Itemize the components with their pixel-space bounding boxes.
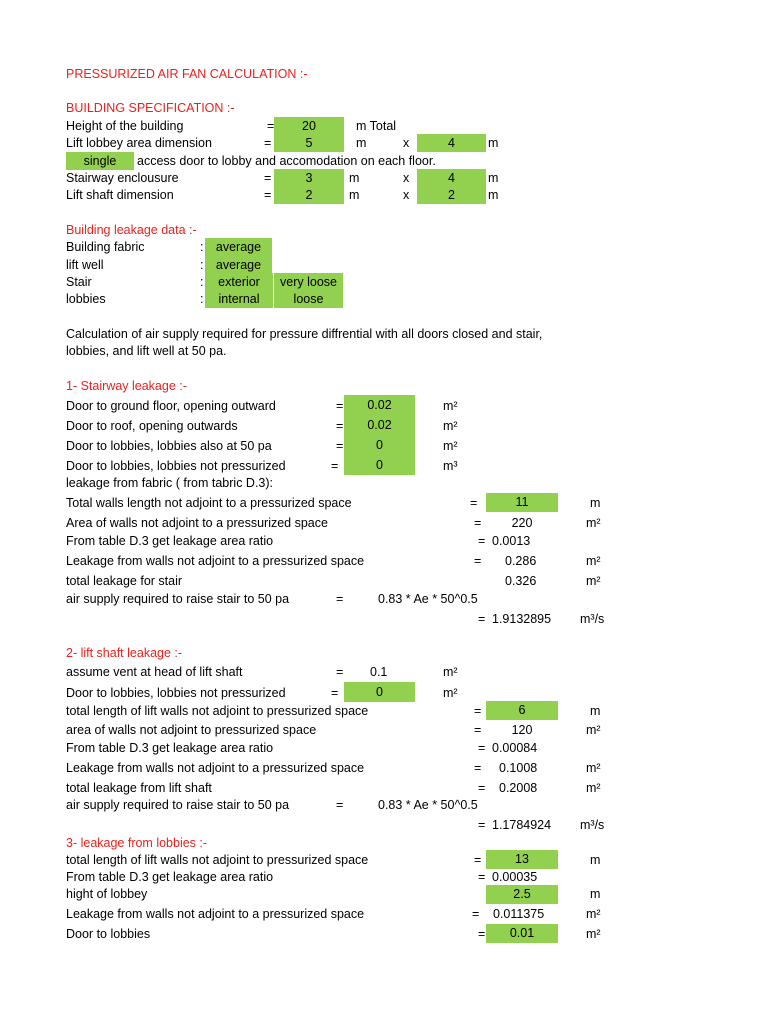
leakage-row-label: lobbies bbox=[66, 292, 106, 306]
height-label: Height of the building bbox=[66, 119, 184, 133]
unit: m² bbox=[586, 907, 601, 921]
lobby-dim-a-cell[interactable]: 5 bbox=[274, 134, 344, 152]
equals-sign: = bbox=[478, 818, 486, 832]
s2-door-label: Door to lobbies, lobbies not pressurized bbox=[66, 686, 286, 700]
height-unit: m Total bbox=[356, 119, 397, 133]
s2-wall-length-cell[interactable]: 6 bbox=[486, 701, 558, 720]
building-spec-heading: BUILDING SPECIFICATION :- bbox=[66, 101, 235, 115]
s1-ratio-value: 0.0013 bbox=[492, 534, 531, 548]
equals-sign: = bbox=[478, 781, 486, 795]
leakage-row-label: Stair bbox=[66, 275, 92, 289]
leakage-row-value[interactable]: average bbox=[205, 238, 272, 256]
equals-sign: = bbox=[474, 704, 482, 718]
lobby-label: Lift lobbey area dimension bbox=[66, 136, 212, 150]
unit: m² bbox=[586, 761, 601, 775]
lift-shaft-heading: 2- lift shaft leakage :- bbox=[66, 646, 183, 660]
s1-door-lobbies-label: Door to lobbies, lobbies also at 50 pa bbox=[66, 439, 272, 453]
unit-m: m bbox=[488, 136, 499, 150]
s1-fabric-label: leakage from fabric ( from tabric D.3): bbox=[66, 476, 274, 490]
unit-m: m bbox=[349, 171, 360, 185]
equals-sign: = bbox=[478, 741, 486, 755]
s1-wall-length-cell[interactable]: 11 bbox=[486, 493, 558, 512]
s3-door-label: Door to lobbies bbox=[66, 927, 151, 941]
unit-m: m bbox=[356, 136, 367, 150]
times-sign: x bbox=[403, 171, 410, 185]
s2-door-cell[interactable]: 0 bbox=[344, 682, 415, 702]
equals-sign: = bbox=[478, 870, 486, 884]
equals-sign: = bbox=[336, 419, 344, 433]
s1-door-lobbies-cell[interactable]: 0 bbox=[344, 435, 415, 455]
lobbies-heading: 3- leakage from lobbies :- bbox=[66, 836, 208, 850]
equals-sign: = bbox=[470, 496, 478, 510]
s3-lobby-height-label: hight of lobbey bbox=[66, 887, 148, 901]
s1-air-label: air supply required to raise stair to 50 pa bbox=[66, 592, 290, 606]
stairway-heading: 1- Stairway leakage :- bbox=[66, 379, 187, 393]
s3-ratio-value: 0.00035 bbox=[492, 870, 538, 884]
s2-wall-area-label: area of walls not adjoint to pressurized space bbox=[66, 723, 317, 737]
equals-sign: = bbox=[336, 665, 344, 679]
s3-lobby-height-cell[interactable]: 2.5 bbox=[486, 885, 558, 904]
stair-dim-b-cell[interactable]: 4 bbox=[417, 169, 486, 187]
shaft-label: Lift shaft dimension bbox=[66, 188, 174, 202]
s1-total-label: total leakage for stair bbox=[66, 574, 183, 588]
leakage-row-value[interactable]: exterior bbox=[205, 273, 273, 291]
s2-formula: 0.83 * Ae * 50^0.5 bbox=[378, 798, 478, 812]
equals-sign: = bbox=[474, 761, 482, 775]
s1-door-lobbies-np-cell[interactable]: 0 bbox=[344, 455, 415, 475]
unit: m² bbox=[443, 686, 458, 700]
leakage-row-value[interactable]: internal bbox=[205, 290, 273, 308]
intro-line-1: Calculation of air supply required for pressure diffrential with all doors closed and stair, bbox=[66, 327, 543, 341]
unit: m² bbox=[586, 781, 601, 795]
door-type-cell[interactable]: single bbox=[66, 152, 134, 170]
leakage-row-label: Building fabric bbox=[66, 240, 145, 254]
colon: : bbox=[200, 292, 204, 306]
s2-leakage-walls-label: Leakage from walls not adjoint to a pressurized space bbox=[66, 761, 365, 775]
s1-door-ground-cell[interactable]: 0.02 bbox=[344, 395, 415, 415]
times-sign: x bbox=[403, 136, 410, 150]
s2-wall-length-label: total length of lift walls not adjoint to pressurized space bbox=[66, 704, 369, 718]
height-value-cell[interactable]: 20 bbox=[274, 117, 344, 135]
equals-sign: = bbox=[478, 927, 486, 941]
s2-total-value: 0.2008 bbox=[499, 781, 538, 795]
s1-formula: 0.83 * Ae * 50^0.5 bbox=[378, 592, 478, 606]
equals-sign: = bbox=[264, 136, 272, 150]
equals-sign: = bbox=[336, 439, 344, 453]
unit: m³/s bbox=[580, 612, 605, 626]
s3-wall-length-cell[interactable]: 13 bbox=[486, 850, 558, 869]
unit: m³ bbox=[443, 459, 458, 473]
leakage-row-label: lift well bbox=[66, 258, 104, 272]
unit-m: m bbox=[488, 188, 499, 202]
s2-result-value: 1.1784924 bbox=[492, 818, 552, 832]
intro-line-2: lobbies, and lift well at 50 pa. bbox=[66, 344, 227, 358]
stair-label: Stairway enclousure bbox=[66, 171, 179, 185]
s1-leakage-walls-value: 0.286 bbox=[505, 554, 537, 568]
unit: m² bbox=[443, 399, 458, 413]
s1-door-roof-label: Door to roof, opening outwards bbox=[66, 419, 238, 433]
equals-sign: = bbox=[478, 612, 486, 626]
equals-sign: = bbox=[474, 723, 482, 737]
unit: m bbox=[590, 496, 601, 510]
s1-wall-area-value: 220 bbox=[511, 516, 533, 530]
s2-ratio-label: From table D.3 get leakage area ratio bbox=[66, 741, 274, 755]
stair-dim-a-cell[interactable]: 3 bbox=[274, 169, 344, 187]
equals-sign: = bbox=[336, 399, 344, 413]
s1-door-lobbies-np-label: Door to lobbies, lobbies not pressurized bbox=[66, 459, 286, 473]
s2-vent-label: assume vent at head of lift shaft bbox=[66, 665, 243, 679]
equals-sign: = bbox=[331, 459, 339, 473]
s3-wall-length-label: total length of lift walls not adjoint to pressurized space bbox=[66, 853, 369, 867]
s3-door-cell[interactable]: 0.01 bbox=[486, 924, 558, 943]
equals-sign: = bbox=[331, 686, 339, 700]
s1-ratio-label: From table D.3 get leakage area ratio bbox=[66, 534, 274, 548]
equals-sign: = bbox=[478, 534, 486, 548]
unit: m bbox=[590, 887, 601, 901]
s1-wall-area-label: Area of walls not adjoint to a pressurized space bbox=[66, 516, 328, 530]
equals-sign: = bbox=[474, 516, 482, 530]
equals-sign: = bbox=[472, 907, 480, 921]
unit: m² bbox=[443, 419, 458, 433]
s2-air-label: air supply required to raise stair to 50 pa bbox=[66, 798, 290, 812]
equals-sign: = bbox=[336, 798, 344, 812]
door-description: access door to lobby and accomodation on each floor. bbox=[137, 154, 436, 168]
unit: m² bbox=[586, 723, 601, 737]
page-title: PRESSURIZED AIR FAN CALCULATION :- bbox=[66, 67, 308, 81]
leakage-row-value[interactable]: average bbox=[205, 256, 272, 274]
times-sign: x bbox=[403, 188, 410, 202]
shaft-dim-b-cell[interactable]: 2 bbox=[417, 186, 486, 204]
leakage-row-value-2[interactable]: very loose bbox=[274, 273, 343, 291]
colon: : bbox=[200, 240, 204, 254]
s1-door-ground-label: Door to ground floor, opening outward bbox=[66, 399, 276, 413]
unit: m² bbox=[586, 927, 601, 941]
unit: m² bbox=[586, 554, 601, 568]
lobby-dim-b-cell[interactable]: 4 bbox=[417, 134, 486, 152]
s1-total-value: 0.326 bbox=[505, 574, 537, 588]
s2-vent-value: 0.1 bbox=[370, 665, 388, 679]
equals-sign: = bbox=[264, 171, 272, 185]
colon: : bbox=[200, 275, 204, 289]
unit: m² bbox=[443, 665, 458, 679]
s1-wall-length-label: Total walls length not adjoint to a pressurized space bbox=[66, 496, 352, 510]
unit-m: m bbox=[488, 171, 499, 185]
unit: m bbox=[590, 853, 601, 867]
s2-wall-area-value: 120 bbox=[511, 723, 533, 737]
s3-leakage-walls-value: 0.011375 bbox=[493, 907, 545, 921]
s2-leakage-walls-value: 0.1008 bbox=[499, 761, 538, 775]
s1-door-roof-cell[interactable]: 0.02 bbox=[344, 415, 415, 435]
equals-sign: = bbox=[336, 592, 344, 606]
shaft-dim-a-cell[interactable]: 2 bbox=[274, 186, 344, 204]
unit-m: m bbox=[349, 188, 360, 202]
s3-ratio-label: From table D.3 get leakage area ratio bbox=[66, 870, 274, 884]
s2-ratio-value: 0.00084 bbox=[492, 741, 538, 755]
s2-total-label: total leakage from lift shaft bbox=[66, 781, 212, 795]
unit: m² bbox=[443, 439, 458, 453]
unit: m bbox=[590, 704, 601, 718]
equals-sign: = bbox=[474, 554, 482, 568]
unit: m² bbox=[586, 574, 601, 588]
equals-sign: = bbox=[267, 119, 275, 133]
colon: : bbox=[200, 258, 204, 272]
s1-result-value: 1.9132895 bbox=[492, 612, 552, 626]
s1-leakage-walls-label: Leakage from walls not adjoint to a pressurized space bbox=[66, 554, 365, 568]
unit: m² bbox=[586, 516, 601, 530]
leakage-data-heading: Building leakage data :- bbox=[66, 223, 197, 237]
leakage-row-value-2[interactable]: loose bbox=[274, 290, 343, 308]
equals-sign: = bbox=[264, 188, 272, 202]
s3-leakage-walls-label: Leakage from walls not adjoint to a pressurized space bbox=[66, 907, 365, 921]
equals-sign: = bbox=[474, 853, 482, 867]
unit: m³/s bbox=[580, 818, 605, 832]
